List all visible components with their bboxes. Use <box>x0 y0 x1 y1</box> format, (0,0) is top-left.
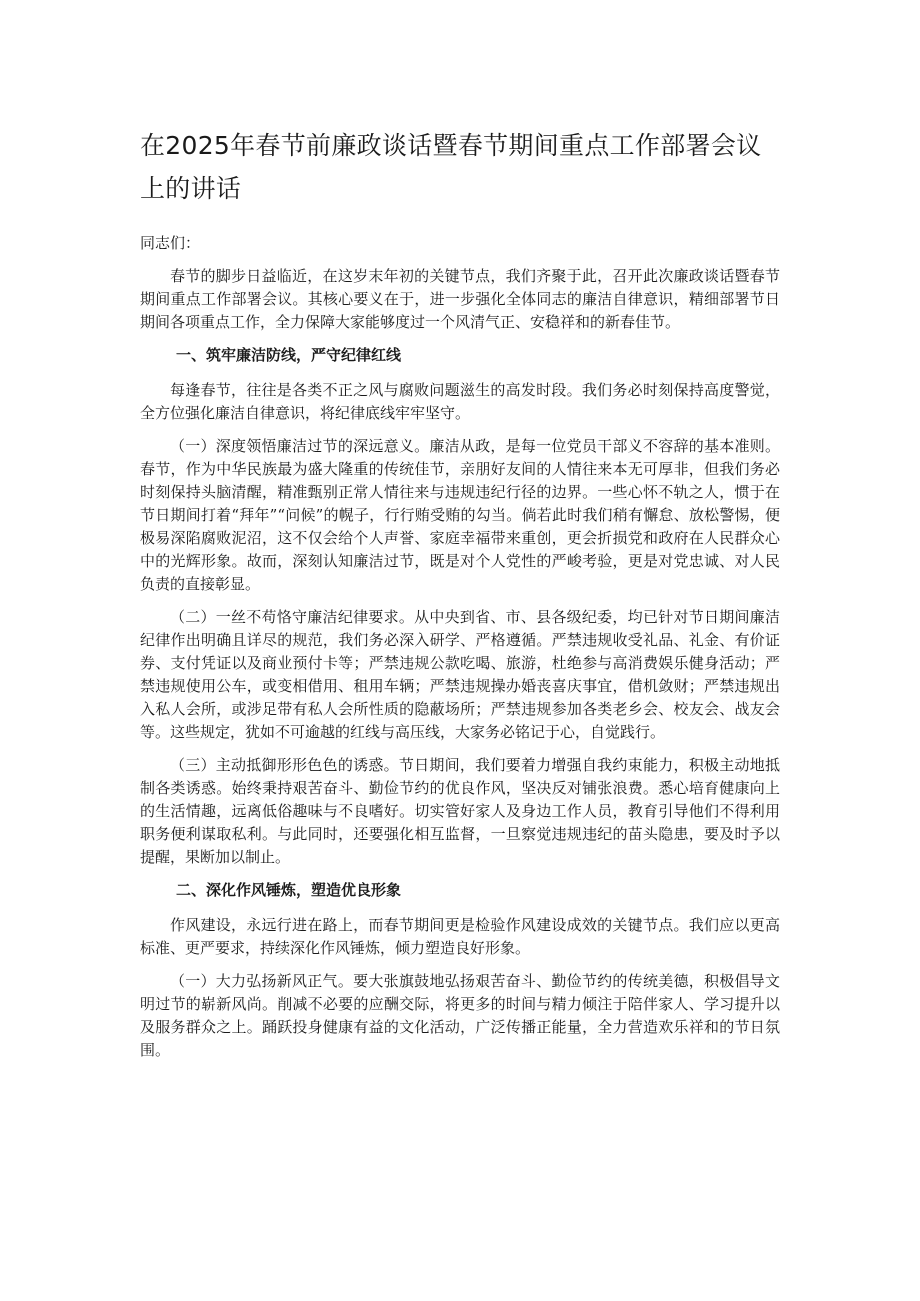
greeting: 同志们： <box>140 234 201 252</box>
intro-paragraph: 春节的脚步日益临近，在这岁末年初的关键节点，我们齐聚于此，召开此次廉政谈话暨春节期间重点工作部署会议。其核心要义在于，进一步强化全体同志的廉洁自律意识，精细部署节日期间各项重点工作，全力保障大家能够度过一个风清气正、安稳祥和的新春佳节。 <box>140 267 780 331</box>
document-title: 在2025年春节前廉政谈话暨春节期间重点工作部署会议上的讲话 <box>140 131 762 203</box>
section-lead: 作风建设，永远行进在路上，而春节期间更是检验作风建设成效的关键节点。我们应以更高标准、更严要求，持续深化作风锤炼，倾力塑造良好形象。 <box>140 916 780 957</box>
section-item: （三）主动抵御形形色色的诱惑。节日期间，我们要着力增强自我约束能力，积极主动地抵制各类诱惑。始终秉持艰苦奋斗、勤俭节约的优良作风，坚决反对铺张浪费。悉心培育健康向上的生活情趣，远离低俗趣味与不良嗜好。切实管好家人及身边工作人员，教育引导他们不得利用职务便利谋取私利。与此同时，还要强化相互监督，一旦察觉违规违纪的苗头隐患，要及时予以提醒，果断加以制止。 <box>140 756 780 866</box>
document-page <box>140 124 780 1072</box>
section-item: （一）大力弘扬新风正气。要大张旗鼓地弘扬艰苦奋斗、勤俭节约的传统美德，积极倡导文明过节的崭新风尚。削减不必要的应酬交际，将更多的时间与精力倾注于陪伴家人、学习提升以及服务群众之上。踊跃投身健康有益的文化活动，广泛传播正能量，全力营造欢乐祥和的节日氛围。 <box>140 972 780 1059</box>
section-lead: 每逢春节，往往是各类不正之风与腐败问题滋生的高发时段。我们务必时刻保持高度警觉，全方位强化廉洁自律意识，将纪律底线牢牢坚守。 <box>140 381 780 422</box>
section-item: （一）深度领悟廉洁过节的深远意义。廉洁从政，是每一位党员干部义不容辞的基本准则。春节，作为中华民族最为盛大隆重的传统佳节，亲朋好友间的人情往来本无可厚非，但我们务必时刻保持头脑清醒，精准甄别正常人情往来与违规违纪行径的边界。一些心怀不轨之人，惯于在节日期间打着“拜年”“问候”的幌子，行行贿受贿的勾当。倘若此时我们稍有懈怠、放松警惕，便极易深陷腐败泥沼，这不仅会给个人声誉、家庭幸福带来重创，更会折损党和政府在人民群众心中的光辉形象。故而，深刻认知廉洁过节，既是对个人党性的严峻考验，更是对党忠诚、对人民负责的直接彰显。 <box>140 437 780 593</box>
section-heading: 二、深化作风锤炼，塑造优良形象 <box>176 881 402 899</box>
section-1 <box>140 344 780 869</box>
section-heading: 一、筑牢廉洁防线，严守纪律红线 <box>176 346 402 364</box>
section-item: （二）一丝不苟恪守廉洁纪律要求。从中央到省、市、县各级纪委，均已针对节日期间廉洁纪律作出明确且详尽的规范，我们务必深入研学、严格遵循。严禁违规收受礼品、礼金、有价证券、支付凭证以及商业预付卡等；严禁违规公款吃喝、旅游，杜绝参与高消费娱乐健身活动；严禁违规使用公车，或变相借用、租用车辆；严禁违规操办婚丧喜庆事宜，借机敛财；严禁违规出入私人会所，或涉足带有私人会所性质的隐蔽场所；严禁违规参加各类老乡会、校友会、战友会等。这些规定，犹如不可逾越的红线与高压线，大家务必铭记于心，自觉践行。 <box>140 608 780 741</box>
section-2 <box>140 879 780 1062</box>
